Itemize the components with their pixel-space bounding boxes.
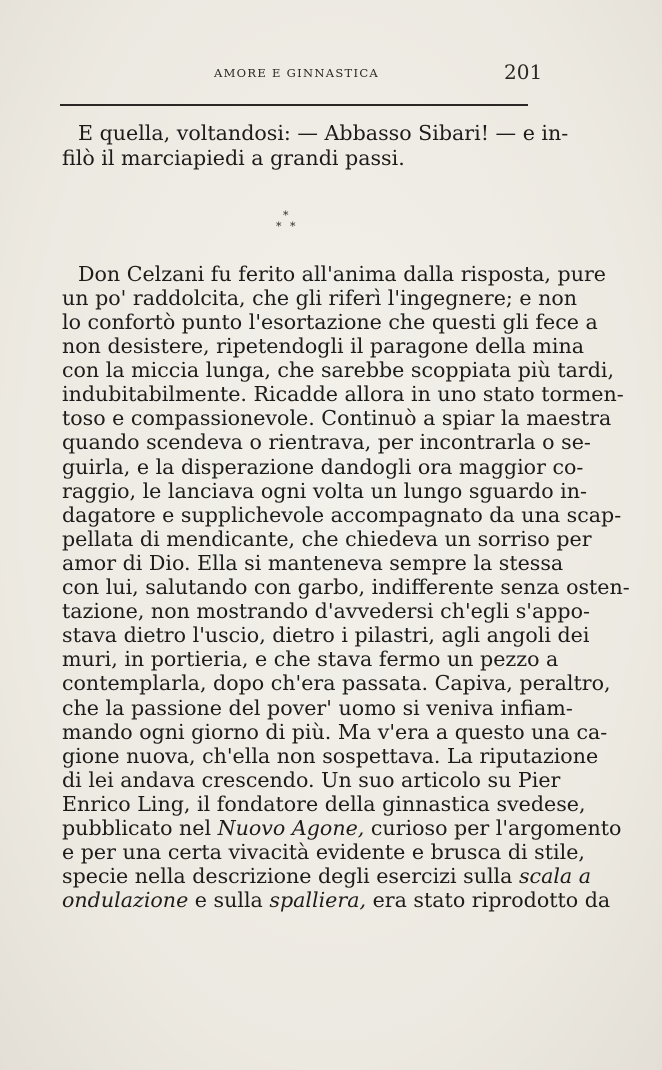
text-line: lo confortò punto l'esortazione che questi gli fece a <box>62 310 598 334</box>
text-line: muri, in portieria, e che stava fermo un pezzo a <box>62 647 559 671</box>
text-line-with-italic <box>62 816 622 840</box>
text-line: non desistere, ripetendogli il paragone della mina <box>62 334 585 358</box>
text-line: di lei andava crescendo. Un suo articolo su Pier <box>62 768 561 792</box>
text-line: indubitabilmente. Ricadde allora in uno stato tormen- <box>62 382 624 406</box>
text-line: un po' raddolcita, che gli riferì l'ingegnere; e non <box>62 286 578 310</box>
text-line: amor di Dio. Ella si manteneva sempre la stessa <box>62 551 564 575</box>
asterism-ornament <box>272 210 302 240</box>
text-line: con la miccia lunga, che sarebbe scoppiata più tardi, <box>62 358 615 382</box>
text-line: guirla, e la disperazione dandogli ora maggior co- <box>62 455 584 479</box>
text-line: che la passione del pover' uomo si veniva infiam- <box>62 696 573 720</box>
text-line-with-italic <box>62 888 611 912</box>
italic-term: scala a <box>518 864 592 888</box>
text-run: pubblicato nel <box>62 816 218 840</box>
text-line: toso e compassionevole. Continuò a spiar la maestra <box>62 406 612 430</box>
text-run: e sulla <box>188 888 270 912</box>
text-line: raggio, le lanciava ogni volta un lungo sguardo in- <box>62 479 587 503</box>
text-line: gione nuova, ch'ella non sospettava. La riputazione <box>62 744 599 768</box>
text-line: pellata di mendicante, che chiedeva un sorriso per <box>62 527 592 551</box>
text-line: filò il marciapiedi a grandi passi. <box>62 146 405 170</box>
text-line: contemplarla, dopo ch'era passata. Capiva, peraltro, <box>62 671 611 695</box>
running-title: AMORE E GINNASTICA <box>214 66 380 80</box>
text-line: Don Celzani fu ferito all'anima dalla risposta, pure <box>78 262 606 286</box>
asterisk-icon: * <box>276 220 282 233</box>
page-number: 201 <box>504 60 543 84</box>
text-line: stava dietro l'uscio, dietro i pilastri, agli angoli dei <box>62 623 590 647</box>
text-line-with-italic <box>62 864 592 888</box>
text-run: specie nella descrizione degli esercizi sulla <box>62 864 519 888</box>
text-line: quando scendeva o rientrava, per incontrarla o se- <box>62 430 591 454</box>
asterisk-icon: * <box>290 220 296 233</box>
text-line: tazione, non mostrando d'avvedersi ch'egli s'appo- <box>62 599 590 623</box>
text-line: e per una certa vivacità evidente e brusca di stile, <box>62 840 585 864</box>
italic-title: Nuovo Agone, <box>217 816 365 840</box>
text-line: E quella, voltandosi: — Abbasso Sibari! — e in- <box>78 121 569 145</box>
asterisk-icon: * <box>283 209 289 222</box>
text-run: era stato riprodotto da <box>366 888 611 912</box>
text-line: dagatore e supplichevole accompagnato da una scap- <box>62 503 622 527</box>
text-run: curioso per l'argomento <box>364 816 622 840</box>
header-rule <box>60 104 528 106</box>
text-line: mando ogni giorno di più. Ma v'era a questo una ca- <box>62 720 608 744</box>
italic-term: ondulazione <box>62 888 189 912</box>
text-line: Enrico Ling, il fondatore della ginnastica svedese, <box>62 792 586 816</box>
text-line: con lui, salutando con garbo, indifferente senza osten- <box>62 575 630 599</box>
italic-term: spalliera, <box>269 888 367 912</box>
